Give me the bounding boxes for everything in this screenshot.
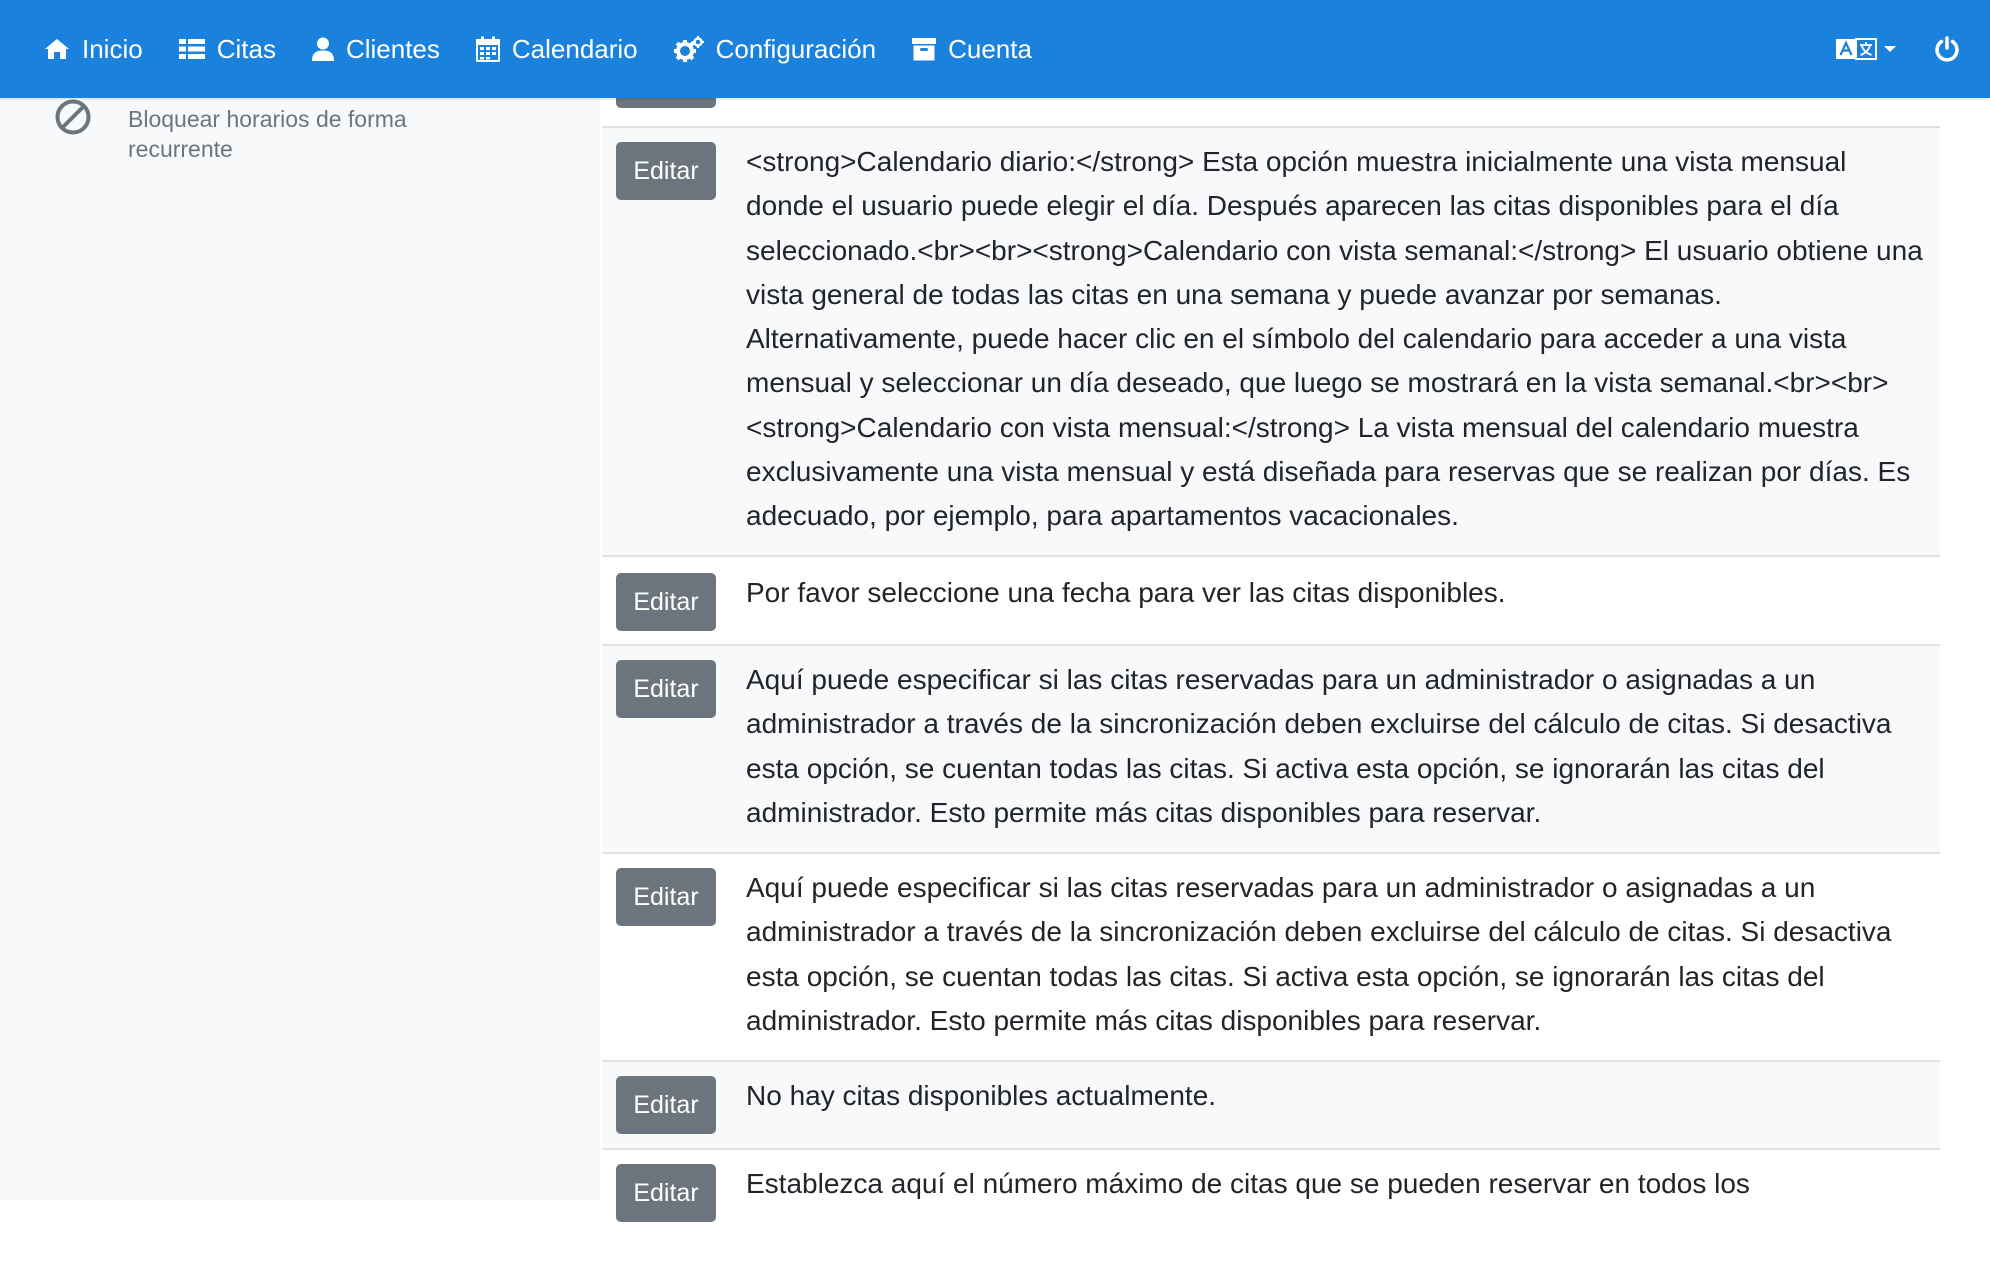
edit-button[interactable]: Editar <box>616 142 716 200</box>
edit-button[interactable]: Editar <box>616 1076 716 1134</box>
table-row <box>602 644 1940 852</box>
ban-icon <box>54 98 92 136</box>
navbar-right <box>1836 0 1990 98</box>
cogs-icon <box>674 36 704 62</box>
row-text: Aquí puede especificar si las citas reservadas para un administrador o asignadas a un administrador a través de la sincronización deben excluirse del cálculo de citas. Si desactiva esta opción, se cuentan todas las citas. Si activa esta opción, se ignorarán las citas del administrador. Esto permite más citas disponibles para reservar. <box>746 872 1892 1036</box>
nav-configuracion[interactable] <box>674 34 876 65</box>
nav-inicio[interactable] <box>44 34 143 65</box>
nav-inicio-label: Inicio <box>82 33 143 64</box>
nav-citas-label: Citas <box>216 33 276 64</box>
nav-clientes[interactable] <box>312 34 440 65</box>
sidebar <box>0 98 600 1200</box>
nav-cuenta-label: Cuenta <box>948 33 1032 64</box>
edit-button[interactable]: Editar <box>616 1164 716 1222</box>
top-navbar <box>0 0 1990 98</box>
table-row <box>602 1148 1940 1268</box>
edit-button[interactable]: Editar <box>616 573 716 631</box>
list-icon <box>179 38 205 60</box>
chevron-down-icon <box>1884 46 1896 52</box>
row-text: No hay citas disponibles actualmente. <box>746 1080 1217 1111</box>
edit-button[interactable]: Editar <box>616 660 716 718</box>
table-row <box>602 852 1940 1060</box>
home-icon <box>44 37 70 61</box>
nav-cuenta[interactable] <box>912 34 1032 65</box>
calendar-icon <box>476 36 500 62</box>
archive-icon <box>912 37 936 61</box>
logout-button[interactable] <box>1934 36 1960 62</box>
row-text: Por favor seleccione una fecha para ver las citas disponibles. <box>746 577 1506 608</box>
translate-icon <box>1836 37 1876 61</box>
sidebar-item-label: Bloquear horarios de forma recurrente <box>128 106 407 162</box>
nav-calendario[interactable] <box>476 34 638 65</box>
user-icon <box>312 37 334 61</box>
table-row <box>602 555 1940 644</box>
nav-clientes-label: Clientes <box>345 33 440 64</box>
texts-table <box>602 98 1940 1207</box>
table-row <box>602 1060 1940 1148</box>
edit-button[interactable]: Editar <box>616 868 716 926</box>
nav-configuracion-label: Configuración <box>715 33 877 64</box>
row-text: <strong>Calendario diario:</strong> Esta opción muestra inicialmente una vista mensual donde el usuario puede elegir el día. Después aparecen las citas disponibles para el día seleccionado.<br><br><strong>Calendario con vista semanal:</strong> El usuario obtiene una vista general de todas las citas en una semana y puede avanzar por semanas. Alternativamente, puede hacer clic en el símbolo del calendario para acceder a una vista mensual y seleccionar un día deseado, que luego se mostrará en la vista semanal.<br><br><strong>Calendario con vista mensual:</strong> La vista mensual del calendario muestra exclusivamente una vista mensual y está diseñada para reservas que se realizan por días. Es adecuado, por ejemplo, para apartamentos vacacionales. <box>746 146 1923 532</box>
language-dropdown[interactable] <box>1836 37 1896 61</box>
nav-citas[interactable] <box>179 34 276 65</box>
row-text: Establezca aquí el número máximo de citas que se pueden reservar en todos los <box>746 1168 1750 1199</box>
table-row <box>602 126 1940 555</box>
power-icon <box>1934 36 1960 62</box>
nav-calendario-label: Calendario <box>511 33 638 64</box>
row-text: Aquí puede especificar si las citas reservadas para un administrador o asignadas a un administrador a través de la sincronización deben excluirse del cálculo de citas. Si desactiva esta opción, se cuentan todas las citas. Si activa esta opción, se ignorarán las citas del administrador. Esto permite más citas disponibles para reservar. <box>746 664 1892 828</box>
